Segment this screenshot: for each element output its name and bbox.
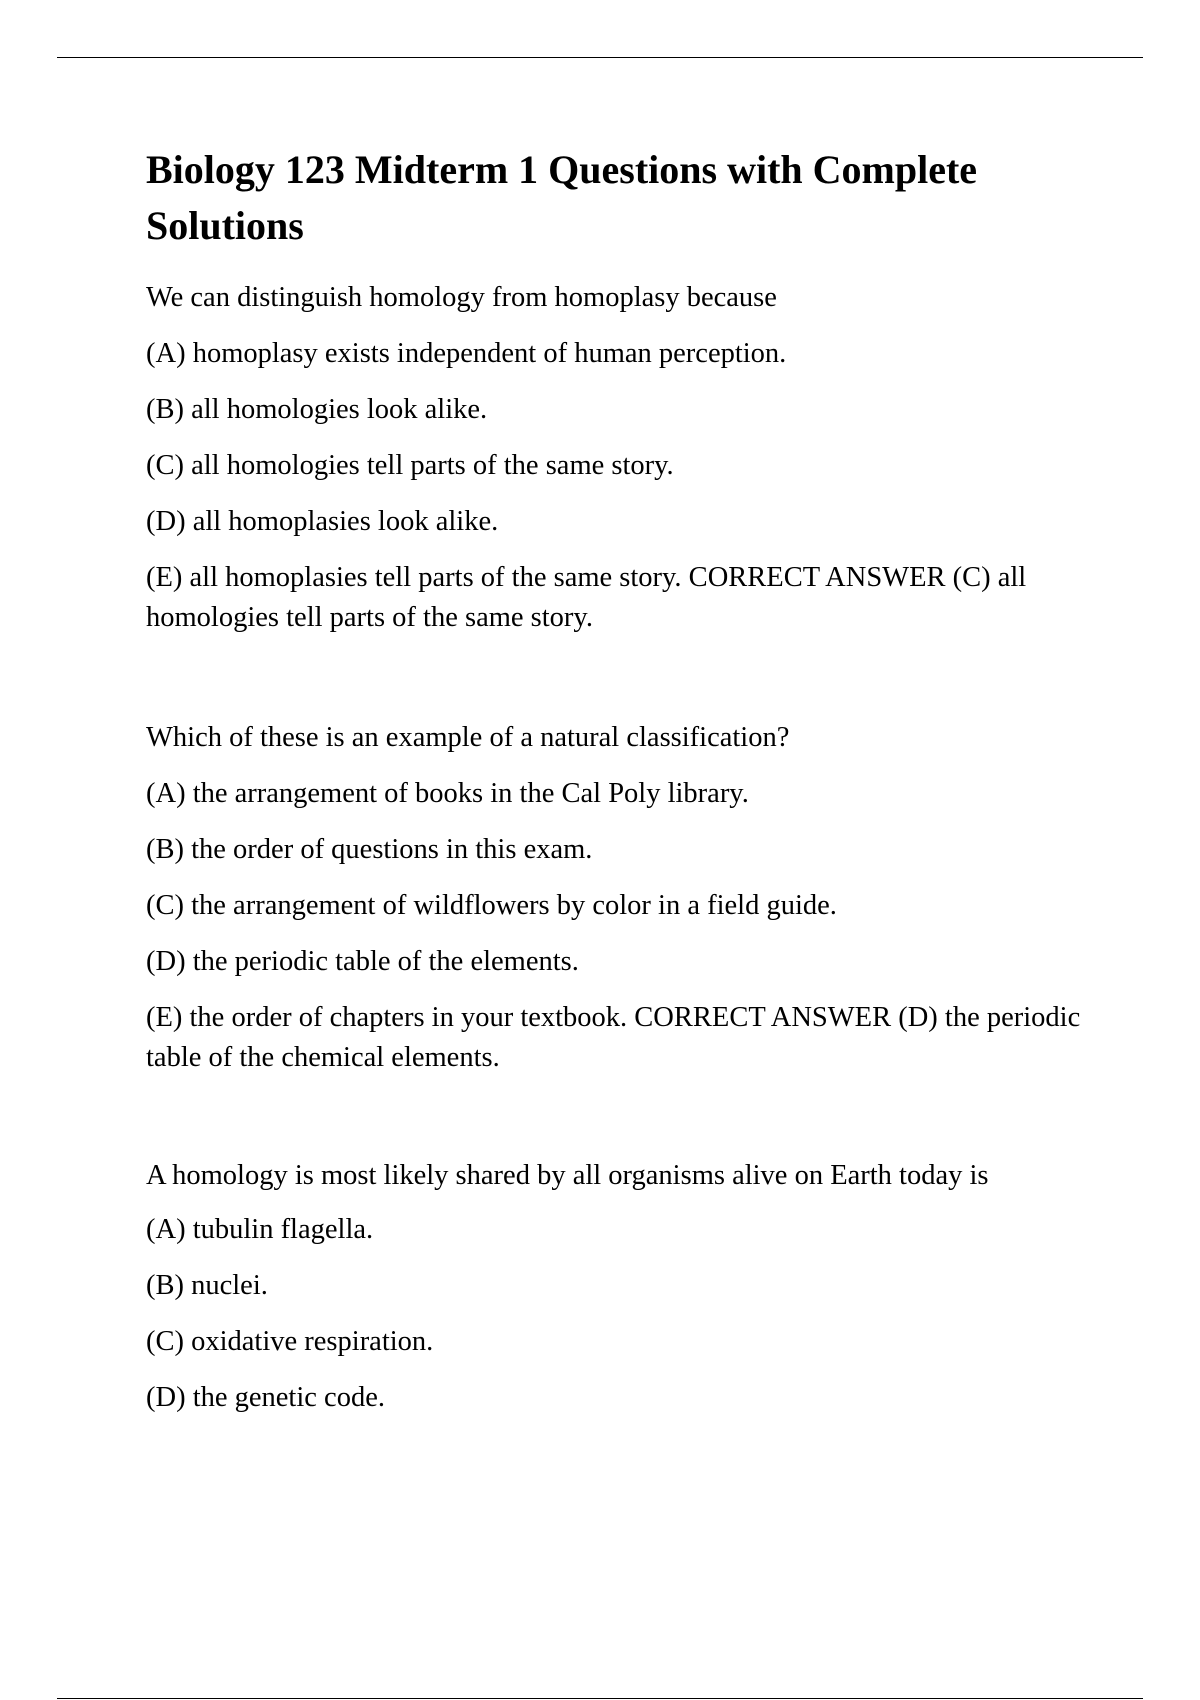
question-stem: A homology is most likely shared by all organisms alive on Earth today is <box>146 1160 989 1191</box>
answer-option: (D) the genetic code. <box>146 1382 385 1413</box>
answer-option: (C) all homologies tell parts of the same story. <box>146 450 674 481</box>
document-body <box>146 142 1086 1418</box>
answer-option-with-correct-answer: (E) the order of chapters in your textbook. CORRECT ANSWER (D) the periodic table of the chemical elements. <box>146 1002 1081 1073</box>
answer-option: (B) nuclei. <box>146 1270 268 1301</box>
answer-option: (D) all homoplasies look alike. <box>146 506 499 537</box>
answer-option: (C) oxidative respiration. <box>146 1326 434 1357</box>
answer-option: (C) the arrangement of wildflowers by color in a field guide. <box>146 890 837 921</box>
answer-option-with-correct-answer: (E) all homoplasies tell parts of the same story. CORRECT ANSWER (C) all homologies tell parts of the same story. <box>146 562 1027 633</box>
answer-option: (B) the order of questions in this exam. <box>146 834 593 865</box>
bottom-rule <box>57 1698 1143 1699</box>
document-title: Biology 123 Midterm 1 Questions with Complete Solutions <box>146 147 978 248</box>
answer-option: (D) the periodic table of the elements. <box>146 946 579 977</box>
answer-option: (B) all homologies look alike. <box>146 394 488 425</box>
answer-option: (A) homoplasy exists independent of human perception. <box>146 338 787 369</box>
answer-option: (A) tubulin flagella. <box>146 1214 374 1245</box>
top-rule <box>57 57 1143 58</box>
question-stem: Which of these is an example of a natural classification? <box>146 722 790 753</box>
answer-option: (A) the arrangement of books in the Cal Poly library. <box>146 778 749 809</box>
question-1 <box>146 278 1086 638</box>
question-3 <box>146 1156 1086 1418</box>
question-stem: We can distinguish homology from homoplasy because <box>146 282 777 313</box>
question-2 <box>146 718 1086 1078</box>
